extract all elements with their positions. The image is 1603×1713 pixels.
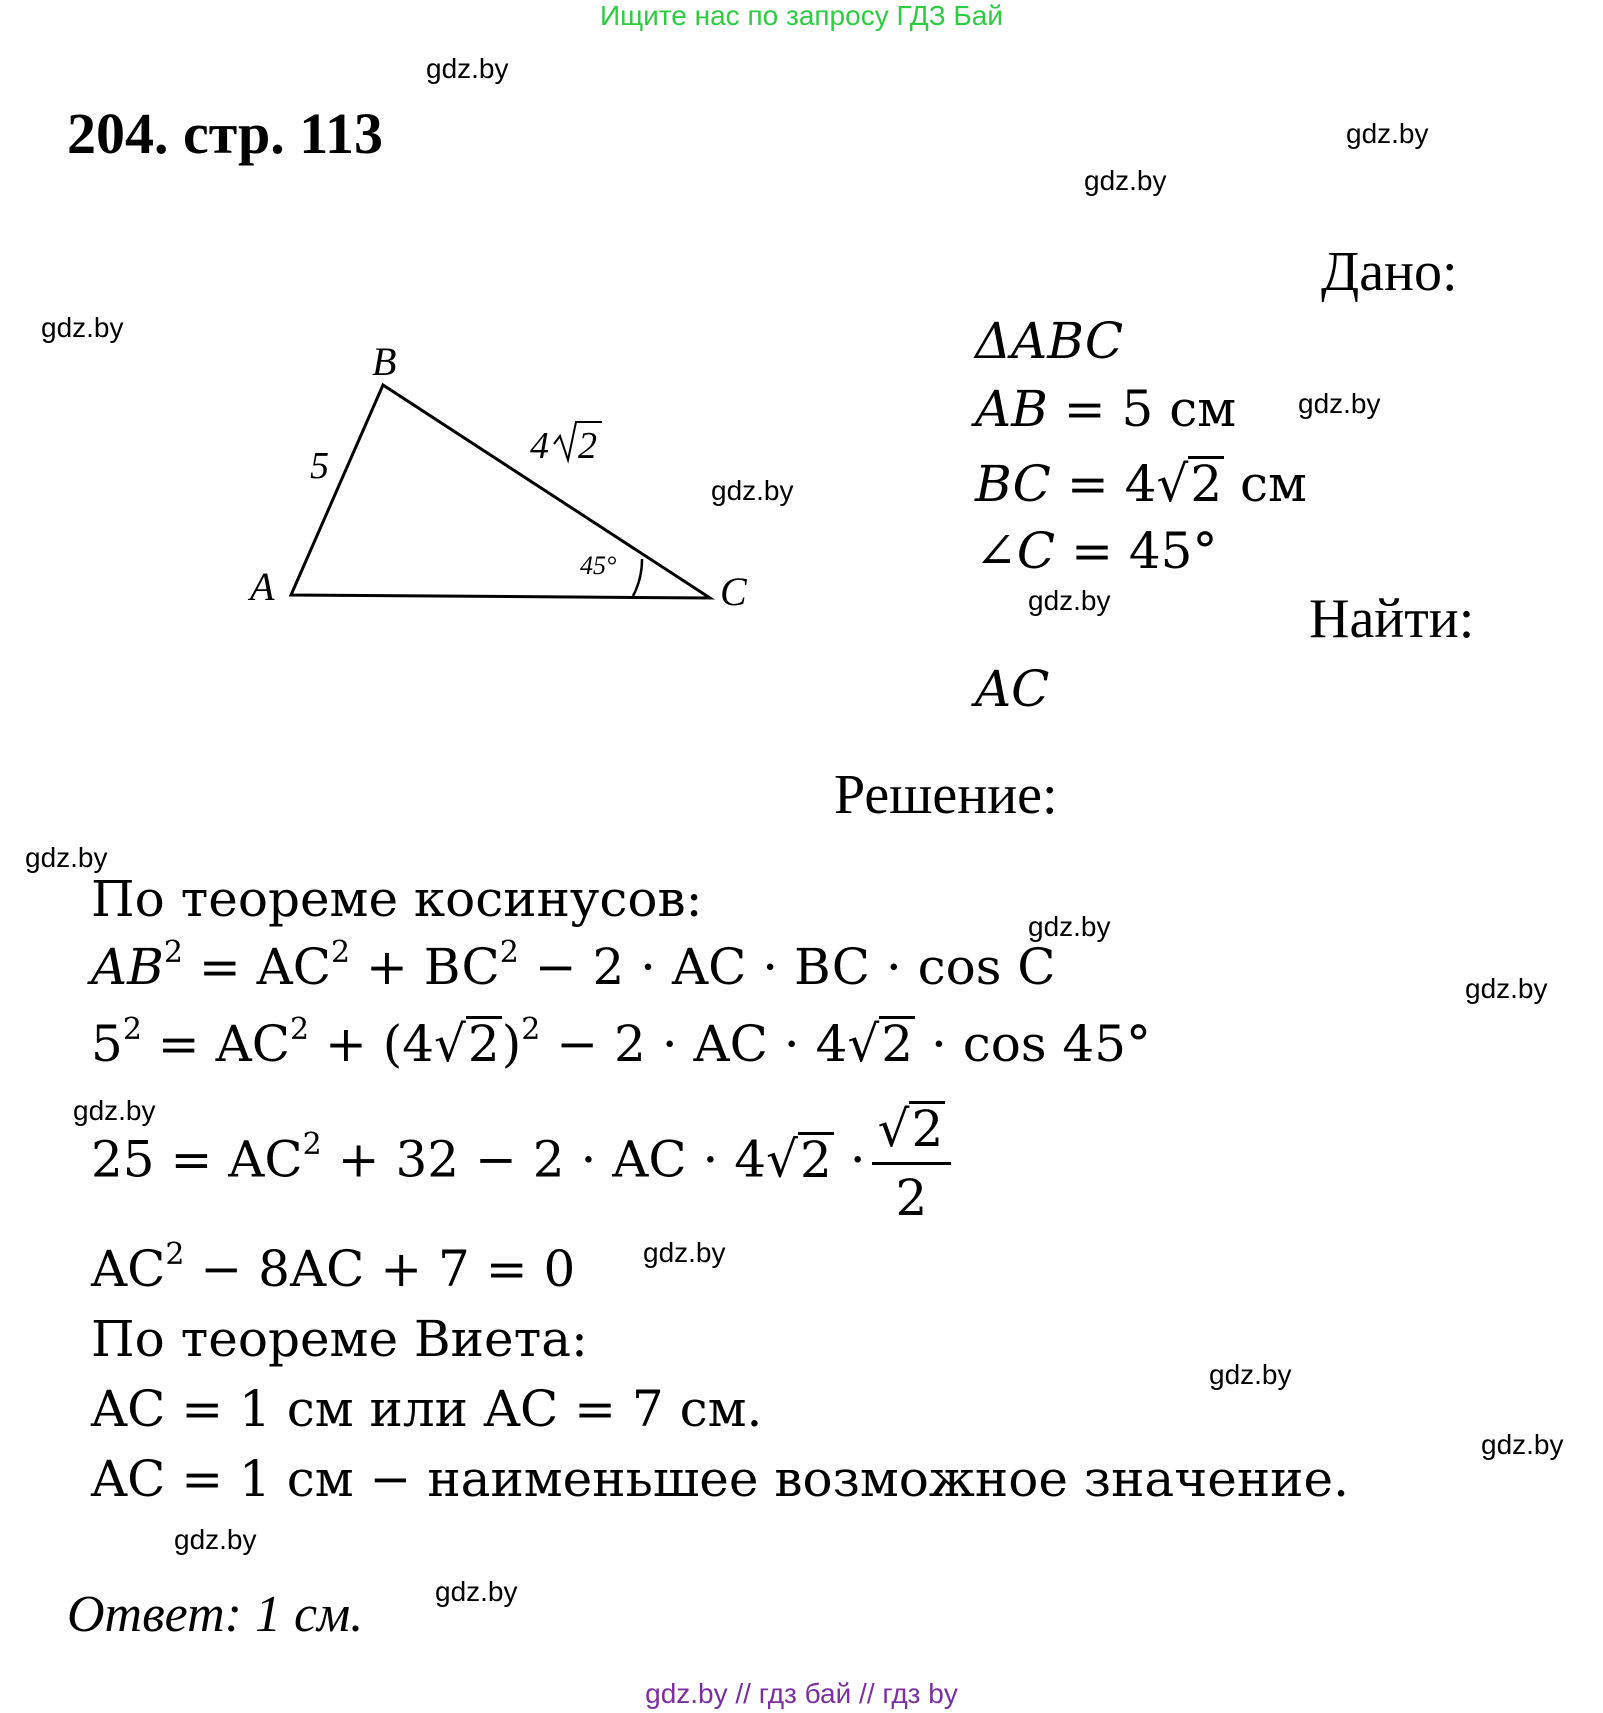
- given-angle-rhs: = 45°: [1071, 522, 1218, 580]
- l3-p6: · cos 45°: [915, 1015, 1152, 1073]
- l2-s2: 2: [331, 934, 351, 970]
- given-angle-lhs: ∠C: [975, 522, 1056, 580]
- solution-line-4: $25 = AC^2 + 32 - 2$ · AC · 4√2 · $\frac{√2}{2}$: [91, 1100, 951, 1227]
- top-banner: Ищите нас по запросу ГДЗ Бай: [599, 0, 1004, 31]
- l3-s1: 2: [122, 1011, 142, 1047]
- l4-frac-root: 2: [911, 1100, 944, 1158]
- given-bc-rhs-a: = 4: [1066, 455, 1157, 513]
- watermark: gdz.by: [1028, 911, 1111, 942]
- angle-arc: [633, 559, 642, 596]
- triangle-figure: [230, 330, 790, 620]
- l2-p4: − 2 · AC · BC · cos C: [518, 938, 1056, 996]
- solution-line-2: [91, 934, 1056, 996]
- given-bc-lhs: BC: [975, 455, 1051, 513]
- l3-p3: + (4: [309, 1015, 435, 1073]
- side-bc-root: 2: [578, 425, 597, 467]
- watermark: gdz.by: [1298, 388, 1381, 419]
- solution-line-3: $5^2 = AC^2 + (4√2)^2 - 2$ · AC · 4√2 · cos 45°: [91, 1011, 1152, 1073]
- l4-frac-den: 2: [895, 1169, 928, 1227]
- find-heading: Найти:: [1309, 588, 1475, 650]
- vertex-a-label: A: [250, 564, 275, 609]
- vertex-b-label: B: [372, 339, 397, 384]
- l2-p3: + BC: [350, 938, 500, 996]
- given-bc-root: 2: [1190, 455, 1223, 513]
- l2-p1: AB: [91, 938, 164, 996]
- watermark: gdz.by: [435, 1576, 518, 1607]
- watermark: gdz.by: [1209, 1359, 1292, 1390]
- l3-root: 2: [467, 1015, 500, 1073]
- answer: Ответ: 1 см.: [67, 1586, 364, 1643]
- l3-p1: 5: [91, 1015, 123, 1073]
- l4-fraction: [872, 1100, 952, 1227]
- solution-line-7: AC = 1 см или AC = 7 см.: [91, 1380, 763, 1438]
- l5-s1: 2: [165, 1236, 185, 1272]
- solution-line-5: [91, 1236, 576, 1298]
- watermark: gdz.by: [711, 475, 794, 506]
- given-bc: BC = 4√2 см: [975, 455, 1307, 513]
- problem-title: 204. стр. 113: [67, 101, 383, 166]
- given-ab-rhs: = 5 см: [1063, 380, 1237, 438]
- watermark: gdz.by: [73, 1095, 156, 1126]
- given-heading: Дано:: [1321, 241, 1458, 303]
- given-ab-lhs: AB: [975, 380, 1048, 438]
- l4-p3: ·: [833, 1130, 866, 1189]
- l3-s2: 2: [289, 1011, 310, 1047]
- footer-links[interactable]: gdz.by // гдз бай // гдз by: [645, 1678, 958, 1709]
- l4-p1: 25 = AC: [91, 1130, 303, 1189]
- watermark: gdz.by: [1028, 585, 1111, 616]
- watermark: gdz.by: [25, 842, 108, 873]
- l3-p4: ): [501, 1015, 522, 1073]
- l2-s3: 2: [499, 934, 519, 970]
- watermark: gdz.by: [426, 53, 509, 84]
- l3-s4: 2: [521, 1011, 541, 1047]
- l4-root: 2: [799, 1130, 832, 1189]
- triangle-outline: [291, 385, 710, 598]
- vertex-c-label: C: [720, 569, 747, 614]
- l4-s1: 2: [302, 1127, 322, 1163]
- watermark: gdz.by: [1465, 973, 1548, 1004]
- given-angle: [975, 522, 1217, 580]
- solution-line-8: AC = 1 см − наименьшее возможное значение.: [91, 1450, 1349, 1508]
- l3-root2: 2: [881, 1015, 914, 1073]
- solution-line-1: По теореме косинусов:: [91, 870, 703, 928]
- l2-p2: = AC: [182, 938, 331, 996]
- l4-p2: + 32 − 2 · AC · 4: [321, 1130, 767, 1189]
- l5-p1: AC: [91, 1240, 166, 1298]
- given-ab: [975, 380, 1236, 438]
- side-bc-coef: 4: [530, 425, 549, 467]
- watermark: gdz.by: [174, 1524, 257, 1555]
- watermark: gdz.by: [41, 312, 124, 343]
- l2-s1: 2: [163, 934, 183, 970]
- watermark: gdz.by: [1481, 1429, 1564, 1460]
- solution-line-6: По теореме Виета:: [91, 1310, 588, 1368]
- side-ab-label: 5: [310, 445, 329, 487]
- solution-heading: Решение:: [834, 764, 1058, 826]
- angle-c-label: 45°: [580, 551, 617, 580]
- find-value: AC: [975, 660, 1050, 718]
- l3-p2: = AC: [141, 1015, 290, 1073]
- l5-p2: − 8AC + 7 = 0: [184, 1240, 576, 1298]
- given-triangle: ΔABC: [975, 312, 1124, 370]
- l4-frac-num: √2: [872, 1100, 952, 1165]
- l3-p5: − 2 · AC · 4: [540, 1015, 848, 1073]
- watermark: gdz.by: [1346, 118, 1429, 149]
- watermark: gdz.by: [1084, 165, 1167, 196]
- given-bc-rhs-b: см: [1224, 455, 1307, 513]
- watermark: gdz.by: [643, 1237, 726, 1268]
